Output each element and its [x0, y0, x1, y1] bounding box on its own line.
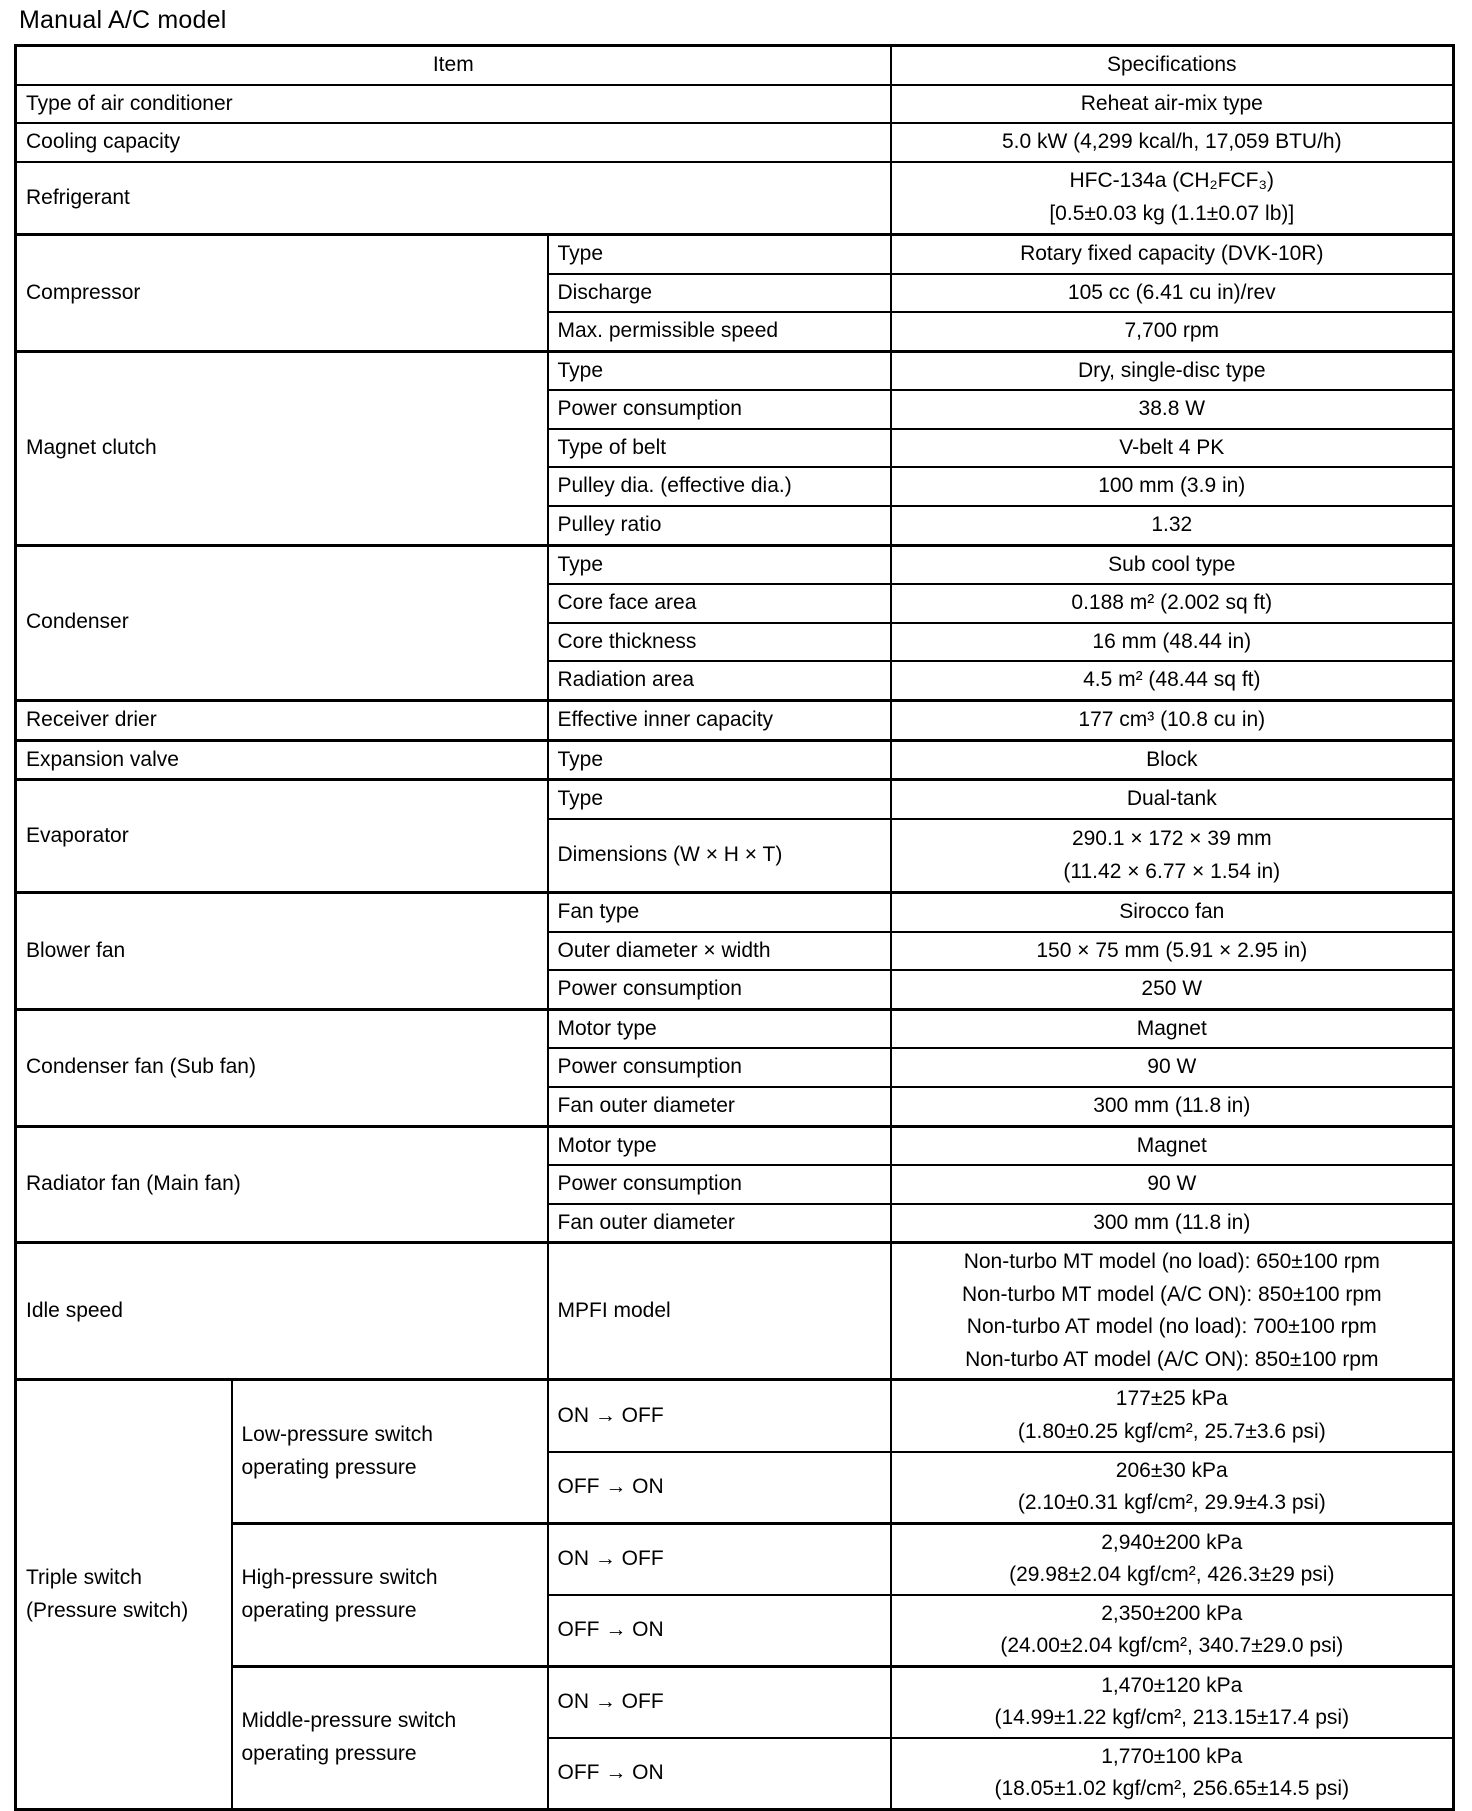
table-row: [16, 85, 1454, 124]
table-row: [16, 123, 1454, 162]
subitem-cell: Core thickness: [548, 623, 891, 662]
item-cell: [16, 1380, 232, 1810]
spec-line: 1,770±100 kPa: [1101, 1744, 1243, 1768]
table-row: [16, 162, 1454, 235]
spec-line: 1,470±120 kPa: [1101, 1673, 1243, 1697]
item-cell: Idle speed: [16, 1243, 548, 1380]
spec-cell: Dry, single-disc type: [891, 351, 1454, 390]
item-cell: Condenser: [16, 545, 548, 700]
table-row: [16, 1243, 1454, 1380]
spec-cell: V-belt 4 PK: [891, 429, 1454, 468]
subitem-cell: Power consumption: [548, 390, 891, 429]
item-line: (Pressure switch): [26, 1598, 189, 1622]
spec-cell: Sub cool type: [891, 545, 1454, 584]
spec-line: 290.1 × 172 × 39 mm: [1071, 827, 1272, 850]
table-row: [16, 740, 1454, 780]
spec-cell: [891, 1523, 1454, 1595]
spec-cell: 1.32: [891, 506, 1454, 545]
spec-cell: 150 × 75 mm (5.91 × 2.95 in): [891, 932, 1454, 971]
spec-cell: Block: [891, 740, 1454, 780]
subitem-cell: Pulley dia. (effective dia.): [548, 467, 891, 506]
subitem-cell: OFF → ON: [548, 1738, 891, 1810]
spec-line: 177±25 kPa: [1115, 1387, 1228, 1411]
spec-cell: 250 W: [891, 970, 1454, 1009]
subitem-cell: Motor type: [548, 1009, 891, 1048]
subitem-cell: Power consumption: [548, 970, 891, 1009]
spec-line: (18.05±1.02 kgf/cm², 256.65±14.5 psi): [994, 1777, 1350, 1801]
spec-cell: 4.5 m² (48.44 sq ft): [891, 661, 1454, 700]
spec-table: [14, 44, 1455, 1811]
spec-cell: [891, 1738, 1454, 1810]
subitem-cell: Fan outer diameter: [548, 1087, 891, 1126]
group-line: Middle-pressure switch: [241, 1709, 457, 1733]
spec-line: Non-turbo MT model (A/C ON): 850±100 rpm: [961, 1282, 1382, 1306]
subitem-cell: Motor type: [548, 1126, 891, 1165]
table-row: [16, 893, 1454, 932]
subitem-cell: Power consumption: [548, 1165, 891, 1204]
item-cell: Evaporator: [16, 780, 548, 893]
table-row: [16, 351, 1454, 390]
subitem-cell: Fan type: [548, 893, 891, 932]
spec-cell: 90 W: [891, 1165, 1454, 1204]
table-row: [16, 1126, 1454, 1165]
spec-cell: Reheat air-mix type: [891, 85, 1454, 124]
pressure-group-cell: [232, 1666, 548, 1809]
item-cell: Radiator fan (Main fan): [16, 1126, 548, 1243]
item-cell: Refrigerant: [16, 162, 891, 235]
spec-line: 206±30 kPa: [1115, 1458, 1228, 1482]
spec-line: Non-turbo AT model (no load): 700±100 rpm: [966, 1315, 1377, 1339]
spec-cell: 300 mm (11.8 in): [891, 1204, 1454, 1243]
table-row: [16, 700, 1454, 740]
spec-line: (2.10±0.31 kgf/cm², 29.9±4.3 psi): [1017, 1491, 1326, 1515]
item-cell: Receiver drier: [16, 700, 548, 740]
spec-cell: 5.0 kW (4,299 kcal/h, 17,059 BTU/h): [891, 123, 1454, 162]
spec-line: Non-turbo MT model (no load): 650±100 rpm: [963, 1250, 1380, 1274]
spec-cell: 0.188 m² (2.002 sq ft): [891, 584, 1454, 623]
spec-cell: [891, 1380, 1454, 1452]
spec-cell: 16 mm (48.44 in): [891, 623, 1454, 662]
spec-line: (14.99±1.22 kgf/cm², 213.15±17.4 psi): [994, 1706, 1350, 1730]
table-row: [16, 1666, 1454, 1738]
item-cell: Expansion valve: [16, 740, 548, 780]
table-row: [16, 235, 1454, 274]
pressure-group-cell: [232, 1523, 548, 1666]
spec-line: (11.42 × 6.77 × 1.54 in): [1063, 859, 1281, 883]
spec-cell: [891, 162, 1454, 235]
item-cell: Cooling capacity: [16, 123, 891, 162]
spec-cell: 105 cc (6.41 cu in)/rev: [891, 274, 1454, 313]
table-row: [16, 1380, 1454, 1452]
subitem-cell: Outer diameter × width: [548, 932, 891, 971]
item-line: Triple switch: [26, 1566, 142, 1590]
spec-cell: [891, 1243, 1454, 1380]
subitem-cell: MPFI model: [548, 1243, 891, 1380]
subitem-cell: Dimensions (W × H × T): [548, 819, 891, 893]
spec-cell: 100 mm (3.9 in): [891, 467, 1454, 506]
group-line: Low-pressure switch: [241, 1422, 433, 1446]
column-header-item: Item: [16, 46, 891, 85]
spec-cell: Dual-tank: [891, 780, 1454, 819]
subitem-cell: Power consumption: [548, 1048, 891, 1087]
spec-line: (24.00±2.04 kgf/cm², 340.7±29.0 psi): [1000, 1634, 1344, 1658]
table-row: [16, 545, 1454, 584]
spec-line: Non-turbo AT model (A/C ON): 850±100 rpm: [965, 1347, 1379, 1371]
spec-cell: 38.8 W: [891, 390, 1454, 429]
subitem-cell: Radiation area: [548, 661, 891, 700]
subitem-cell: OFF → ON: [548, 1452, 891, 1524]
group-line: operating pressure: [241, 1741, 417, 1765]
spec-cell: Magnet: [891, 1126, 1454, 1165]
subitem-cell: Type of belt: [548, 429, 891, 468]
header-row: [16, 46, 1454, 85]
subitem-cell: Type: [548, 351, 891, 390]
spec-line: (29.98±2.04 kgf/cm², 426.3±29 psi): [1009, 1563, 1335, 1587]
spec-cell: Rotary fixed capacity (DVK-10R): [891, 235, 1454, 274]
group-line: High-pressure switch: [241, 1566, 438, 1590]
spec-cell: [891, 819, 1454, 893]
group-line: operating pressure: [241, 1455, 417, 1479]
spec-line: [0.5±0.03 kg (1.1±0.07 lb)]: [1049, 201, 1295, 225]
column-header-specifications: Specifications: [891, 46, 1454, 85]
spec-line: HFC-134a (CH₂FCF₃): [1069, 169, 1275, 193]
spec-line: 2,940±200 kPa: [1101, 1530, 1243, 1554]
table-row: [16, 1009, 1454, 1048]
subitem-cell: Fan outer diameter: [548, 1204, 891, 1243]
item-cell: Compressor: [16, 235, 548, 352]
subitem-cell: ON → OFF: [548, 1380, 891, 1452]
subitem-cell: Effective inner capacity: [548, 700, 891, 740]
subitem-cell: Type: [548, 780, 891, 819]
spec-cell: 300 mm (11.8 in): [891, 1087, 1454, 1126]
spec-cell: [891, 1595, 1454, 1667]
spec-cell: 7,700 rpm: [891, 312, 1454, 351]
pressure-group-cell: [232, 1380, 548, 1523]
subitem-cell: Discharge: [548, 274, 891, 313]
table-row: [16, 1523, 1454, 1595]
spec-cell: Sirocco fan: [891, 893, 1454, 932]
subitem-cell: Type: [548, 235, 891, 274]
spec-cell: Magnet: [891, 1009, 1454, 1048]
item-cell: Condenser fan (Sub fan): [16, 1009, 548, 1126]
subitem-cell: ON → OFF: [548, 1666, 891, 1738]
item-cell: Blower fan: [16, 893, 548, 1010]
subitem-cell: OFF → ON: [548, 1595, 891, 1667]
subitem-cell: Type: [548, 740, 891, 780]
subitem-cell: Type: [548, 545, 891, 584]
page-title: Manual A/C model: [19, 6, 227, 34]
subitem-cell: ON → OFF: [548, 1523, 891, 1595]
spec-cell: [891, 1666, 1454, 1738]
item-cell: Magnet clutch: [16, 351, 548, 545]
spec-line: (1.80±0.25 kgf/cm², 25.7±3.6 psi): [1017, 1419, 1326, 1443]
table-row: [16, 780, 1454, 819]
subitem-cell: Core face area: [548, 584, 891, 623]
spec-line: 2,350±200 kPa: [1101, 1601, 1243, 1625]
spec-cell: 177 cm³ (10.8 cu in): [891, 700, 1454, 740]
item-cell: Type of air conditioner: [16, 85, 891, 124]
subitem-cell: Max. permissible speed: [548, 312, 891, 351]
spec-cell: 90 W: [891, 1048, 1454, 1087]
group-line: operating pressure: [241, 1598, 417, 1622]
subitem-cell: Pulley ratio: [548, 506, 891, 545]
spec-cell: [891, 1452, 1454, 1524]
